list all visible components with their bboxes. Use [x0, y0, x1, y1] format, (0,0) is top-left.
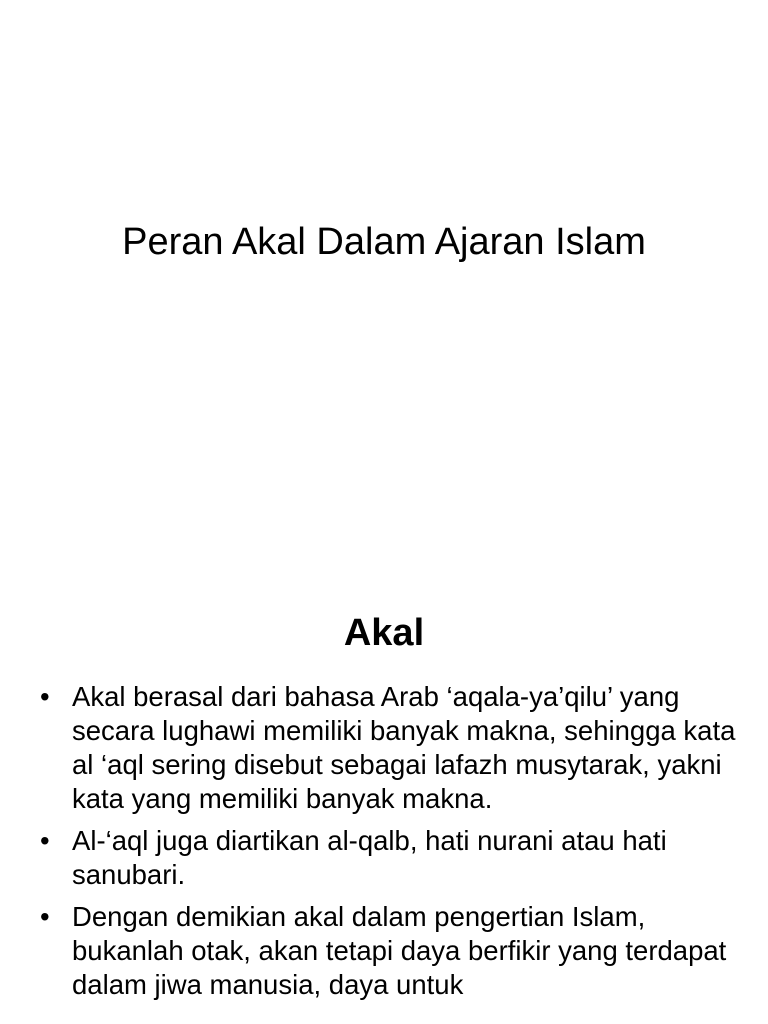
bullet-item [36, 680, 736, 816]
bullet-text: Akal berasal dari bahasa Arab ‘aqala-ya’qilu’ yang secara lughawi memiliki banyak makna, sehingga kata al ‘aql sering disebut sebagai lafazh musytarak, yakni kata yang memiliki banyak makna. [72, 681, 736, 814]
slide-akal [0, 576, 768, 1024]
bullet-item [36, 900, 736, 1002]
bullet-list [36, 680, 736, 1010]
bullet-icon: • [40, 825, 50, 856]
slide-akal-heading: Akal [343, 612, 425, 654]
bullet-text: Al-‘aql juga diartikan al-qalb, hati nurani atau hati sanubari. [72, 825, 667, 890]
slide-title-heading: Peran Akal Dalam Ajaran Islam [122, 221, 646, 263]
bullet-icon: • [40, 901, 50, 932]
bullet-icon: • [40, 681, 50, 712]
bullet-text: Dengan demikian akal dalam pengertian Islam, bukanlah otak, akan tetapi daya berfikir yang terdapat dalam jiwa manusia, daya untuk [72, 901, 727, 1000]
bullet-item [36, 824, 736, 892]
